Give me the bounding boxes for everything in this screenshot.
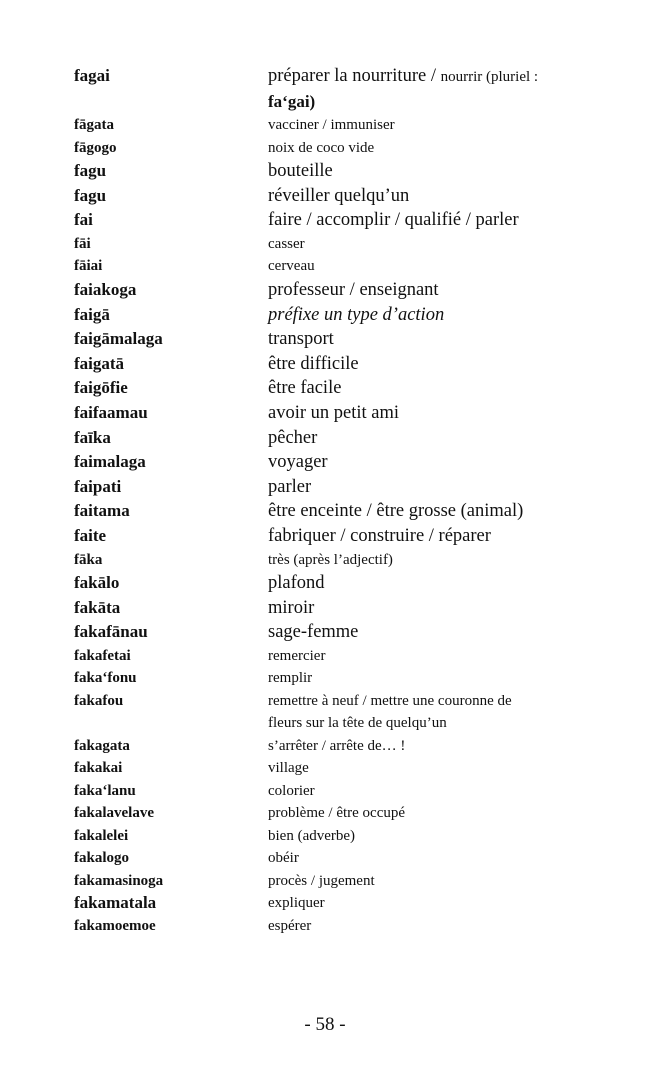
entry-definition: professeur / enseignant — [268, 279, 439, 300]
entry-definition: très (après l’adjectif) — [268, 551, 393, 568]
entry-term: fakamoemoe — [74, 917, 156, 934]
definition-plural: fa‘gai) — [268, 91, 316, 111]
entry-faika — [74, 426, 614, 451]
entry-term: fakamatala — [74, 893, 157, 913]
entry-term: fakalavelave — [74, 805, 154, 822]
entry-definition: fabriquer / construire / réparer — [268, 525, 491, 546]
entry-term: fakāta — [74, 597, 121, 617]
entry-term: fāka — [74, 551, 103, 568]
entry-definition: préfixe un type d’action — [268, 304, 445, 325]
entry-term: fakālo — [74, 573, 120, 592]
entry-fagogo — [74, 137, 614, 160]
entry-fai — [74, 208, 614, 233]
entry-term: fakalogo — [74, 850, 130, 867]
entry-fai-long — [74, 233, 614, 256]
entry-faiga — [74, 303, 614, 328]
entry-term: fagai — [74, 66, 110, 85]
entry-faipati — [74, 475, 614, 500]
entry-fakalo — [74, 571, 614, 596]
entry-definition: faire / accomplir / qualifié / parler — [268, 210, 519, 231]
definition-part: nourrir (pluriel : — [440, 69, 539, 85]
entry-term: faitama — [74, 501, 130, 521]
entry-definition: casser — [268, 235, 305, 252]
entry-definition: remplir — [268, 670, 313, 687]
entry-definition: transport — [268, 329, 334, 350]
entry-term: fāgata — [74, 117, 114, 134]
entry-term: fāi — [74, 235, 91, 252]
entry-fakalelei — [74, 825, 614, 848]
entry-faiakoga — [74, 278, 614, 303]
entry-term: faifaamau — [74, 402, 148, 422]
entry-faigamalaga — [74, 327, 614, 352]
entry-definition: bouteille — [268, 161, 333, 182]
entry-term: faigōfie — [74, 378, 128, 398]
entry-faitama — [74, 499, 614, 524]
entry-faigata — [74, 352, 614, 377]
entry-definition: colorier — [268, 782, 315, 799]
definition-line: fleurs sur la tête de quelqu’un — [268, 715, 447, 732]
entry-term: faimalaga — [74, 452, 146, 472]
entry-fakafetai — [74, 645, 614, 668]
entry-faite — [74, 524, 614, 549]
entry-term: fakakai — [74, 760, 123, 777]
entry-fagu-1 — [74, 159, 614, 184]
entry-term: fakafetai — [74, 647, 131, 664]
entry-definition — [268, 690, 614, 735]
entry-definition: plafond — [268, 573, 325, 593]
entry-term: fakafou — [74, 692, 124, 709]
entry-term: faiakoga — [74, 279, 137, 299]
entry-definition: être difficile — [268, 353, 359, 374]
entry-fakalogo — [74, 847, 614, 870]
entry-term: fakagata — [74, 737, 130, 754]
entry-definition: cerveau — [268, 258, 315, 275]
entry-faimalaga — [74, 450, 614, 475]
entry-faifaamau — [74, 401, 614, 426]
entry-definition — [268, 64, 614, 114]
dictionary-list — [74, 64, 614, 937]
entry-term: fāiai — [74, 258, 103, 275]
entry-term: faite — [74, 525, 107, 545]
entry-definition: être facile — [268, 378, 342, 399]
entry-term: fakafānau — [74, 622, 148, 642]
entry-definition: procès / jugement — [268, 872, 375, 889]
entry-fagu-2 — [74, 184, 614, 209]
entry-definition: avoir un petit ami — [268, 402, 400, 423]
entry-fakamoemoe — [74, 915, 614, 938]
entry-definition: espérer — [268, 917, 312, 934]
entry-definition: voyager — [268, 452, 328, 473]
entry-fakakai — [74, 757, 614, 780]
entry-term: faigāmalaga — [74, 329, 163, 349]
entry-definition: être enceinte / être grosse (animal) — [268, 501, 524, 522]
entry-definition: vacciner / immuniser — [268, 117, 395, 134]
entry-term: fāgogo — [74, 139, 117, 156]
entry-definition: problème / être occupé — [268, 805, 406, 822]
entry-term: faīka — [74, 427, 111, 447]
entry-definition: bien (adverbe) — [268, 827, 356, 844]
entry-fakalavelave — [74, 802, 614, 825]
entry-definition: parler — [268, 476, 312, 497]
entry-term: faigā — [74, 304, 110, 324]
entry-term: fai — [74, 210, 93, 230]
entry-term: fakalelei — [74, 827, 129, 844]
entry-definition: village — [268, 760, 309, 777]
entry-fakafou — [74, 690, 614, 735]
entry-fakamatala — [74, 892, 614, 915]
entry-fakata — [74, 596, 614, 621]
entry-definition: réveiller quelqu’un — [268, 185, 410, 206]
entry-term: faipati — [74, 476, 122, 496]
entry-definition: sage-femme — [268, 622, 359, 643]
entry-fakagata — [74, 735, 614, 758]
definition-part: préparer la nourriture / — [268, 66, 441, 86]
entry-term: fagu — [74, 161, 107, 181]
page-number: - 58 - — [304, 1014, 346, 1035]
entry-definition: pêcher — [268, 427, 318, 448]
entry-term: faigatā — [74, 353, 125, 373]
entry-fakalanu — [74, 780, 614, 803]
entry-fakamasinoga — [74, 870, 614, 893]
entry-definition: noix de coco vide — [268, 139, 375, 156]
entry-faka — [74, 549, 614, 572]
entry-definition: obéir — [268, 850, 299, 867]
entry-fakafanau — [74, 620, 614, 645]
entry-definition: s’arrêter / arrête de… ! — [268, 737, 406, 754]
entry-faigofie — [74, 376, 614, 401]
entry-term: fakamasinoga — [74, 872, 164, 889]
entry-fakafonu — [74, 667, 614, 690]
entry-term: fagu — [74, 185, 107, 205]
entry-definition: expliquer — [268, 895, 325, 912]
entry-fagai — [74, 64, 614, 114]
entry-definition: miroir — [268, 597, 315, 618]
definition-line: remettre à neuf / mettre une couronne de — [268, 692, 512, 709]
entry-term: faka‘fonu — [74, 670, 137, 687]
entry-term: faka‘lanu — [74, 782, 136, 799]
entry-definition: remercier — [268, 647, 326, 664]
entry-fagata — [74, 114, 614, 137]
entry-faiai — [74, 255, 614, 278]
